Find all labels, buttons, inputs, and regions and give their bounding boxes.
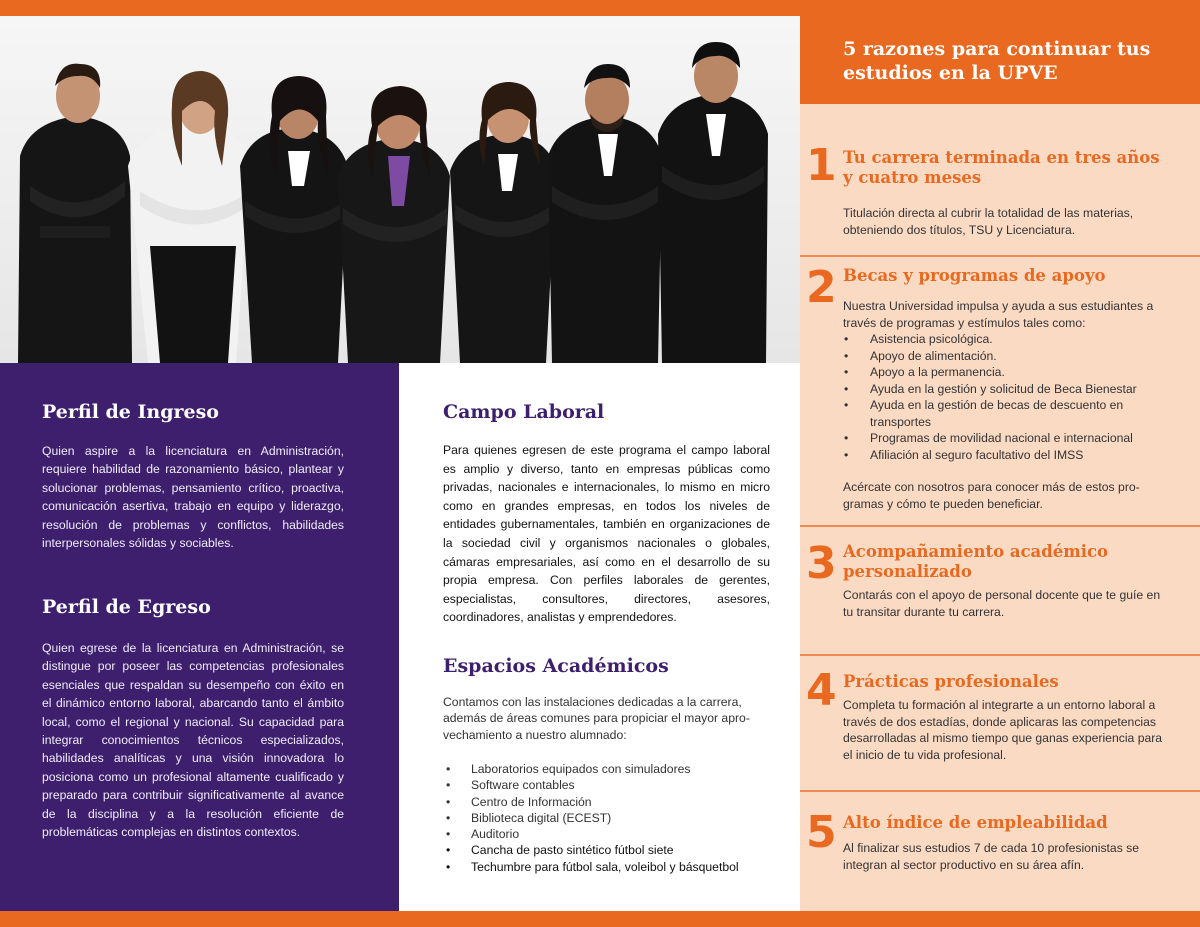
divider xyxy=(800,790,1200,792)
group-photo xyxy=(0,16,800,363)
reason-title: Alto índice de empleabilidad xyxy=(843,813,1108,832)
divider xyxy=(800,654,1200,656)
reason-number: 4 xyxy=(806,665,837,716)
list-item: • Centro de Información xyxy=(443,794,773,810)
reason-title: Becas y programas de apoyo xyxy=(843,266,1106,285)
razones-panel xyxy=(800,0,1200,911)
reason-text: Contarás con el apoyo de personal docente que te guíe en tu transitar durante tu carrera. xyxy=(843,588,1161,619)
espacios-list xyxy=(443,761,773,875)
reason-text: Nuestra Universidad impulsa y ayuda a sus estudiantes a través de programas y estímulos tales como: xyxy=(843,299,1154,330)
perfil-egreso-title: Perfil de Egreso xyxy=(42,596,211,618)
list-item: • Laboratorios equipados con simuladores xyxy=(443,761,773,777)
divider xyxy=(800,525,1200,527)
list-item: • Asistencia psicológica. xyxy=(843,331,1173,348)
list-item: • Biblioteca digital (ECEST) xyxy=(443,810,773,826)
razones-header xyxy=(800,0,1200,104)
razones-title: 5 razones para continuar tus estudios en la UPVE xyxy=(843,38,1151,84)
reason-number: 1 xyxy=(806,140,837,191)
reason-title: Acompañamiento académico personalizado xyxy=(843,542,1109,581)
list-item: • Auditorio xyxy=(443,826,773,842)
divider xyxy=(800,255,1200,257)
group-photo-illustration xyxy=(0,16,800,363)
espacios-academicos-title: Espacios Académicos xyxy=(443,655,669,677)
list-item: • Ayuda en la gestión y solicitud de Beca Bienestar xyxy=(843,381,1173,398)
list-item: • Afiliación al seguro facultativo del IMSS xyxy=(843,447,1173,464)
campo-laboral-text: Para quienes egresen de este programa el campo laboral es amplio y diverso, tanto en empresas públicas como privadas, nacionales e internacionales, lo mismo en micro como en grandes empresas, en todos los niveles de entidades gubernamentales, también en organizaciones de la sociedad civil y organismos nacionales o globales, cámaras empresariales, así como en el desarrollo de su propia empresa. Con perfiles laborales de gerentes, especialistas, consultores, directores, asesores, coordinadores, analistas y emprendedores. xyxy=(443,443,770,625)
perfil-ingreso-text: Quien aspire a la licenciatura en Administración, requiere habilidad de razonamiento básico, plantear y solucionar problemas, pensamiento crítico, proactiva, comunicación asertiva, trabajo en equipo y liderazgo, resolución de problemas y conflictos, habilidades interpersonales sólidas y sociables. xyxy=(42,444,344,551)
reason-text: Al finalizar sus estudios 7 de cada 10 profesionistas se integran al sector productivo en su área afín. xyxy=(843,841,1140,872)
perfil-ingreso-title: Perfil de Ingreso xyxy=(42,401,219,423)
top-orange-bar xyxy=(0,0,800,16)
list-item: • Ayuda en la gestión de becas de descuento en transportes xyxy=(843,397,1173,430)
perfil-egreso-text: Quien egrese de la licenciatura en Administración, se distingue por poseer las competencias profesionales esenciales que respaldan su desempeño con éxito en el dinámico entorno laboral, abarcando tanto el ámbito local, como el regional y nacional. Su capacidad para integrar conocimientos técnicos especializados, habilidades analíticas y una visión innovadora lo posiciona como un profesional altamente cualificado y preparado para contribuir significativamente al avance de la disciplina y a la resolución eficiente de problemáticas complejas en distintos contextos. xyxy=(42,641,344,840)
reason-number: 3 xyxy=(806,538,837,589)
reason-number: 2 xyxy=(806,262,837,313)
perfil-panel xyxy=(0,363,399,911)
reason-text: Titulación directa al cubrir la totalidad de las materias, obteniendo dos títulos, TSU y Licenciatura. xyxy=(843,206,1134,237)
list-item: • Software contables xyxy=(443,777,773,793)
list-item: • Cancha de pasto sintético fútbol siete xyxy=(443,842,773,858)
reason-title: Tu carrera terminada en tres años y cuatro meses xyxy=(843,148,1160,187)
list-item: • Programas de movilidad nacional e internacional xyxy=(843,430,1173,447)
reason-number: 5 xyxy=(806,807,837,858)
list-item: • Apoyo de alimentación. xyxy=(843,348,1173,365)
bottom-orange-bar xyxy=(0,911,1200,927)
reason-bullets xyxy=(843,331,1173,463)
campo-laboral-title: Campo Laboral xyxy=(443,401,605,423)
campo-espacios-panel xyxy=(399,363,800,911)
reason-closing: Acércate con nosotros para conocer más de estos pro-gramas y cómo te pueden beneficiar. xyxy=(843,480,1140,511)
espacios-academicos-text: Contamos con las instalaciones dedicadas a la carrera, además de áreas comunes para propiciar el mayor apro-vechamiento a nuestro alumnado: xyxy=(443,695,750,742)
reason-text: Completa tu formación al integrarte a un entorno laboral a través de dos estadías, donde aplicaras las competencias desarrolladas al mismo tiempo que ganas experiencia para el inicio de tu vida profesional. xyxy=(843,698,1163,762)
list-item: • Apoyo a la permanencia. xyxy=(843,364,1173,381)
list-item: • Techumbre para fútbol sala, voleibol y básquetbol xyxy=(443,859,773,875)
reason-title: Prácticas profesionales xyxy=(843,672,1059,691)
